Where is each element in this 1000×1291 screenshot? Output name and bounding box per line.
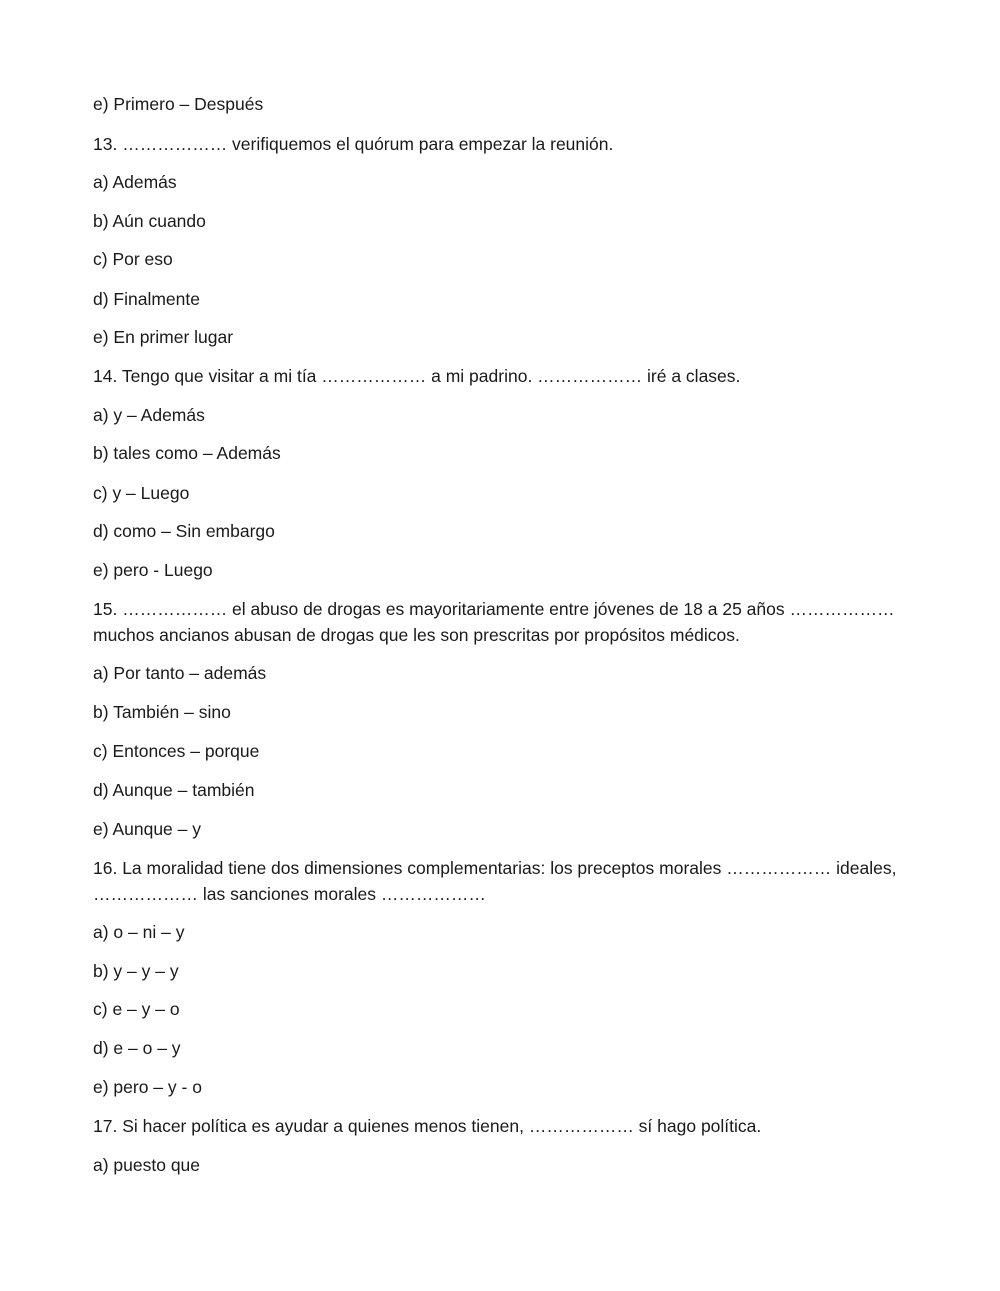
q15-option-a: a) Por tanto – además <box>93 663 267 683</box>
q14-option-b: b) tales como – Además <box>93 443 281 463</box>
q16-option-a: a) o – ni – y <box>93 922 185 942</box>
question-16: 16. La moralidad tiene dos dimensiones complementarias: los preceptos morales ……………… ideales, ……………… las sanciones morales ……………… <box>93 858 897 904</box>
q14-option-c: c) y – Luego <box>93 483 190 503</box>
q14-option-e: e) pero - Luego <box>93 560 213 580</box>
q15-option-d: d) Aunque – también <box>93 780 255 800</box>
q14-option-d: d) como – Sin embargo <box>93 521 275 541</box>
q15-option-b: b) También – sino <box>93 702 231 722</box>
question-17: 17. Si hacer política es ayudar a quienes menos tienen, ……………… sí hago política. <box>93 1116 762 1136</box>
prev-option-e: e) Primero – Después <box>93 94 264 114</box>
q13-option-d: d) Finalmente <box>93 289 200 309</box>
q15-option-c: c) Entonces – porque <box>93 741 260 761</box>
q14-option-a: a) y – Además <box>93 405 205 425</box>
q13-option-b: b) Aún cuando <box>93 211 206 231</box>
q16-option-e: e) pero – y - o <box>93 1077 202 1097</box>
q16-option-d: d) e – o – y <box>93 1038 181 1058</box>
q13-option-e: e) En primer lugar <box>93 327 234 347</box>
q16-option-b: b) y – y – y <box>93 961 179 981</box>
q13-option-a: a) Además <box>93 172 177 192</box>
q15-option-e: e) Aunque – y <box>93 819 201 839</box>
question-14: 14. Tengo que visitar a mi tía ……………… a mi padrino. ……………… iré a clases. <box>93 366 741 386</box>
question-15: 15. ……………… el abuso de drogas es mayoritariamente entre jóvenes de 18 a 25 años ……………… muchos ancianos abusan de drogas que les son prescritas por propósitos médicos. <box>93 599 895 645</box>
q16-option-c: c) e – y – o <box>93 999 180 1019</box>
question-13: 13. ……………… verifiquemos el quórum para empezar la reunión. <box>93 134 614 154</box>
q17-option-a: a) puesto que <box>93 1155 201 1175</box>
q13-option-c: c) Por eso <box>93 249 173 269</box>
